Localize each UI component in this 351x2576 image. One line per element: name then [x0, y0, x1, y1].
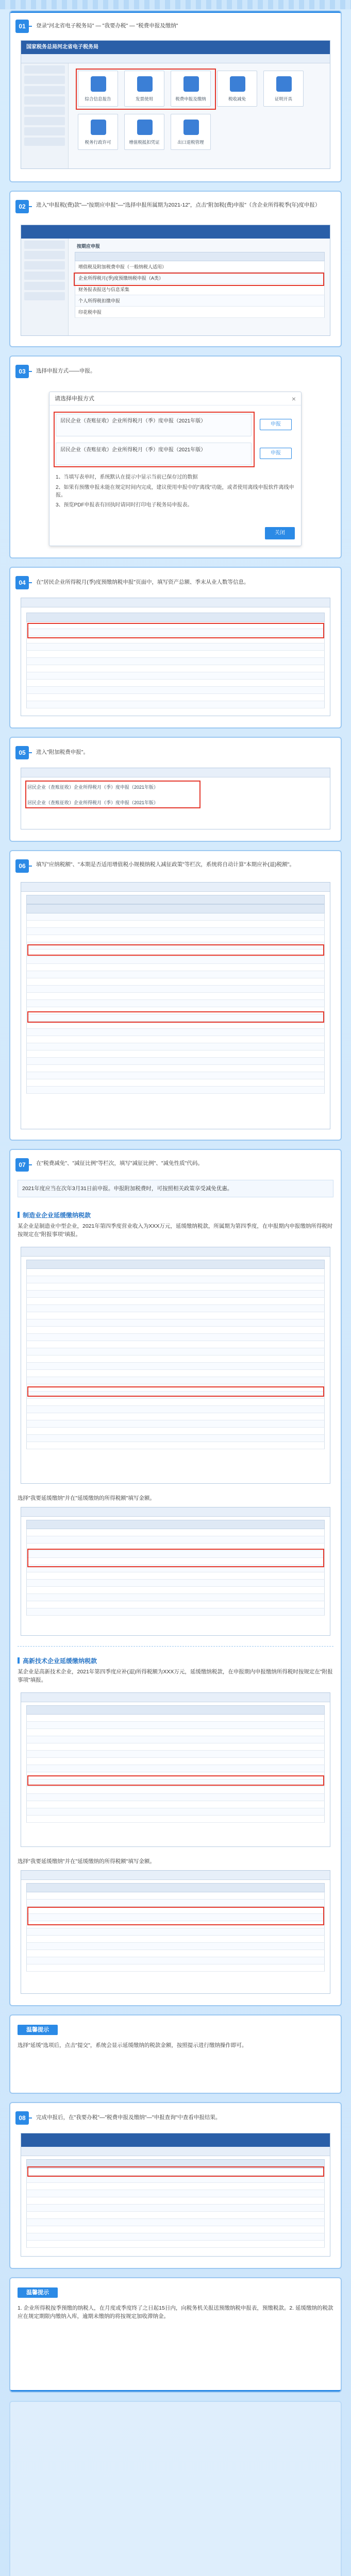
case-b-sub: 选择"我要延缓缴纳"并在"延缓缴纳的所得税额"填写金额。 — [18, 1858, 155, 1865]
step-01-badge: 01 — [15, 20, 29, 33]
step-05-screenshot — [21, 768, 330, 829]
table-row[interactable]: 企业所得税月(季)度预缴纳税申报（A类） — [75, 273, 325, 284]
panel-title: 按期应申报 — [77, 244, 101, 249]
tip-2-label: 温馨提示 — [18, 2287, 58, 2298]
tax-portal-sidebar — [21, 63, 69, 168]
highlight-box — [25, 781, 200, 808]
decorative-top-border — [0, 0, 351, 9]
step-03-badge: 03 — [15, 365, 29, 378]
close-icon[interactable]: × — [291, 395, 296, 403]
step-02-screenshot — [21, 225, 330, 336]
step-01-text: 登录"河北省电子税务局" — "我要办税" — "税费申报及缴纳" — [36, 23, 178, 29]
tip-2-text: 1. 企业所得税按季预缴的纳税人，在月度或季度终了之日起15日内，向税务机关报送预缴纳税申报表，预缴税款。2. 延缓缴纳的税款应在规定期限内缴纳入库，逾期未缴纳的将按规定加收滞纳金。 — [18, 2305, 333, 2319]
step-07-badge: 07 — [15, 1158, 29, 1172]
highlight-box — [27, 1775, 324, 1786]
form-toolbar — [21, 598, 330, 607]
step-07-text: 在"税费减免"、"减征比例"等栏次，填写"减征比例"、"减免性质"代码。 — [36, 1160, 203, 1166]
case-b-screenshot-2 — [21, 1870, 330, 1994]
service-icon-grid-row2 — [78, 114, 325, 160]
step-04-badge: 04 — [15, 576, 29, 589]
option-text-2[interactable]: 居民企业（查账征收）企业所得税月（季）度申报（2021年版） — [27, 800, 159, 805]
highlight-box — [27, 1549, 324, 1567]
step-07-tip: 2021年度应当在次年3月31日前申报。申报附加税费时，可按照相关政策享受减免优惠。 — [18, 1180, 333, 1197]
table-row[interactable]: 增值税及附加税费申报（一般纳税人适用） — [75, 261, 325, 273]
case-b-screenshot — [21, 1692, 330, 1847]
tax-portal-sidebar — [21, 239, 69, 335]
declaration-option-1[interactable]: 居民企业（查账征收）企业所得税月（季）度申报（2021年版） — [56, 414, 252, 436]
dialog-title: 请选择申报方式 — [49, 392, 301, 405]
dialog-note-1: 1、当填写表单时，系统默认在提示中显示当前已保存过的数据 — [56, 474, 198, 480]
continuation-area — [10, 2402, 341, 2576]
tip-1-text: 选择"延缓"选项后，点击"提交"，系统会显示延缓缴纳的税款金额，按照提示进行缴纳操作即可。 — [18, 2042, 247, 2048]
service-tile[interactable]: 发票使用 — [124, 71, 164, 107]
tax-portal-header — [21, 2133, 330, 2147]
step-06-text: 填写"应纳税额"、"本期是否适用增值税小规模纳税人减征政策"等栏次，系统将自动计算"本期应补(退)税额"。 — [36, 861, 295, 868]
highlight-box — [27, 2166, 324, 2177]
service-tile[interactable]: 增值税抵扣凭证 — [124, 114, 164, 150]
tip-1-label: 温馨提示 — [18, 2025, 58, 2035]
declaration-method-dialog — [49, 392, 302, 546]
step-05-text: 进入"附加税费申报"。 — [36, 749, 89, 755]
case-a-title: 制造业企业延缓缴纳税款 — [18, 1211, 91, 1219]
highlight-box — [54, 412, 255, 467]
step-08-screenshot — [21, 2133, 330, 2257]
service-tile[interactable]: 证明开具 — [263, 71, 304, 107]
step-03-text: 选择申报方式——申报。 — [36, 368, 96, 374]
tip-2-card — [10, 2278, 341, 2392]
highlight-box — [27, 1907, 324, 1925]
service-tile[interactable]: 税务行政许可 — [78, 114, 118, 150]
tax-portal-nav — [21, 54, 330, 63]
step-02-text: 进入"申报税(费)款"—"按期应申报"—"选择申报所属期为2021-12"，点击"附加税(费)申报"（含企业所得税季(年)度申报） — [36, 202, 321, 208]
case-a-screenshot — [21, 1247, 330, 1484]
service-icon — [276, 76, 292, 92]
step-01-screenshot — [21, 40, 330, 169]
step-08-text: 完成申报后，在"我要办税"—"税费申报及缴纳"—"申报查询"中查看申报结果。 — [36, 2114, 221, 2121]
tax-portal-header — [21, 225, 330, 239]
declaration-option-2[interactable]: 居民企业（查账征收）企业所得税月（季）度申报（2021年版） — [56, 443, 252, 465]
case-a-screenshot-2 — [21, 1507, 330, 1636]
surcharge-table — [26, 895, 325, 1094]
table-row[interactable]: 财务报表报送与信息采集 — [75, 284, 325, 295]
case-a-paragraph: 某企业是制造业中型企业，2021年第四季度营业收入为XXX万元，延缓缴纳税款，所属期为第四季度，在申报期内申报缴纳所得税时按规定在"附报事项"填报。 — [18, 1223, 333, 1238]
step-06-badge: 06 — [15, 859, 29, 873]
step-05-badge: 05 — [15, 746, 29, 759]
tip-1-card — [10, 2015, 341, 2093]
option-text-1[interactable]: 居民企业（查账征收）企业所得税月（季）度申报（2021年版） — [27, 785, 159, 790]
table-header — [75, 252, 325, 261]
highlight-box — [76, 69, 216, 110]
case-a-sub: 选择"我要延缓缴纳"并在"延缓缴纳的所得税额"填写金额。 — [18, 1495, 155, 1501]
highlight-box — [27, 1386, 324, 1397]
highlight-box — [27, 944, 324, 956]
case-b-paragraph: 某企业是高新技术企业，2021年第四季度应补(退)所得税额为XXX万元，延缓缴纳税款，在申报期内申报缴纳所得税时按规定在"附报事项"填报。 — [18, 1669, 333, 1683]
highlight-box — [27, 623, 324, 638]
service-icon — [230, 76, 245, 92]
service-tile[interactable]: 出口退税管理 — [171, 114, 211, 150]
step-04-text: 在"居民企业所得税月(季)度预缴纳税申报"页面中，填写资产总额、季末从业人数等信息。 — [36, 579, 249, 585]
step-06-screenshot — [21, 882, 330, 1129]
divider — [18, 1646, 333, 1647]
dialog-note-2: 2、如果有预缴申报未能在规定时间内完成，建议使用申报中的"离线"功能，或者使用离线申报软件离线申报。 — [56, 485, 294, 498]
service-icon — [183, 120, 199, 135]
table-row[interactable]: 个人所得税扣缴申报 — [75, 295, 325, 307]
declare-button-1[interactable]: 申报 — [260, 419, 292, 430]
table-row[interactable]: 印花税申报 — [75, 307, 325, 318]
service-tile[interactable]: 综合信息报告 — [78, 71, 118, 107]
service-icon — [91, 120, 106, 135]
step-04-screenshot — [21, 598, 330, 716]
declare-button-2[interactable]: 申报 — [260, 448, 292, 459]
step-08-badge: 08 — [15, 2111, 29, 2125]
service-tile[interactable]: 税费申报及缴纳 — [171, 71, 211, 107]
close-button[interactable]: 关闭 — [265, 527, 295, 539]
case-b-title: 高新技术企业延缓缴纳税款 — [18, 1656, 97, 1665]
highlight-box — [27, 1011, 324, 1023]
dialog-note-3: 3、预览PDF申报表有回执时请同时打印电子税务局申报表。 — [56, 502, 193, 508]
service-icon — [137, 120, 153, 135]
service-tile[interactable]: 税收减免 — [217, 71, 257, 107]
tax-portal-header: 国家税务总局河北省电子税务局 — [21, 41, 330, 54]
step-02-badge: 02 — [15, 200, 29, 213]
highlight-box — [74, 273, 324, 286]
